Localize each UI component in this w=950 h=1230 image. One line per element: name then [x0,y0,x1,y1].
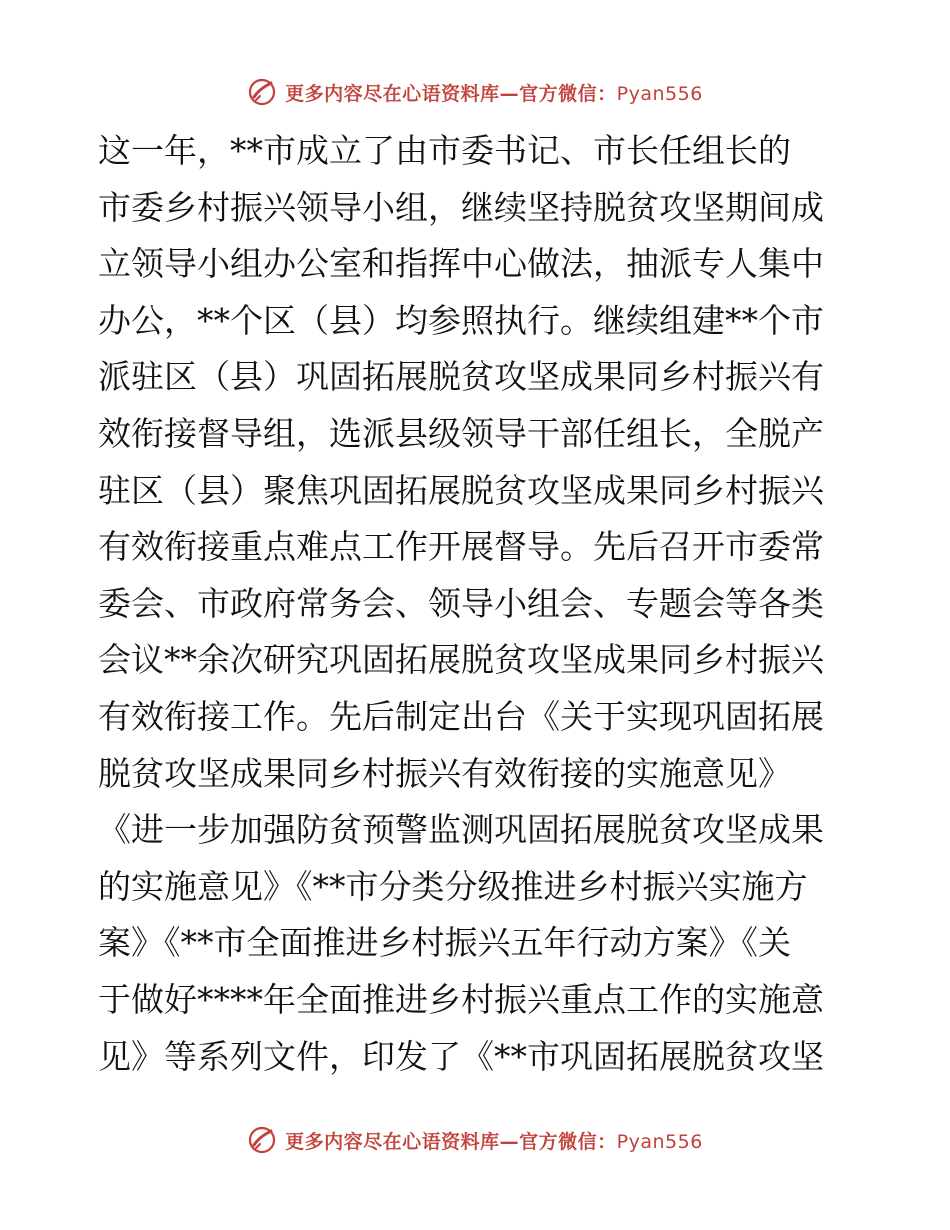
paragraph-line: 有效衔接工作。先后制定出台《关于实现巩固拓展 [98,696,824,736]
brush-logo-icon [247,1125,277,1155]
paragraph-line: 立领导小组办公室和指挥中心做法，抽派专人集中 [98,244,824,284]
paragraph-line: 市委乡村振兴领导小组，继续坚持脱贫攻坚期间成 [98,187,824,227]
document-body [98,123,858,1085]
paragraph-line: 办公，**个区（县）均参照执行。继续组建**个市 [98,300,824,340]
paragraph-line: 案》《**市全面推进乡村振兴五年行动方案》《关 [98,923,791,963]
watermark-text: 更多内容尽在心语资料库—官方微信：Pyan556 [285,82,703,105]
paragraph-line: 的实施意见》《**市分类分级推进乡村振兴实施方 [98,866,808,906]
paragraph-line: 委会、市政府常务会、领导小组会、专题会等各类 [98,583,824,623]
paragraph-line: 《进一步加强防贫预警监测巩固拓展脱贫攻坚成果 [98,810,824,850]
paragraph-line: 有效衔接重点难点工作开展督导。先后召开市委常 [98,527,824,567]
paragraph-line: 脱贫攻坚成果同乡村振兴有效衔接的实施意见》 [98,753,791,793]
paragraph-line: 效衔接督导组，选派县级领导干部任组长，全脱产 [98,413,824,453]
paragraph-line: 于做好****年全面推进乡村振兴重点工作的实施意 [98,979,824,1019]
footer-watermark [0,1120,950,1160]
header-watermark [0,72,950,112]
watermark-text: 更多内容尽在心语资料库—官方微信：Pyan556 [285,1130,703,1153]
paragraph-line: 见》等系列文件，印发了《**市巩固拓展脱贫攻坚 [98,1036,824,1076]
paragraph-line: 派驻区（县）巩固拓展脱贫攻坚成果同乡村振兴有 [98,357,824,397]
paragraph-line: 会议**余次研究巩固拓展脱贫攻坚成果同乡村振兴 [98,640,824,680]
paragraph-line: 这一年，**市成立了由市委书记、市长任组长的 [98,131,791,170]
brush-logo-icon [247,77,277,107]
paragraph-line: 驻区（县）聚焦巩固拓展脱贫攻坚成果同乡村振兴 [98,470,824,510]
